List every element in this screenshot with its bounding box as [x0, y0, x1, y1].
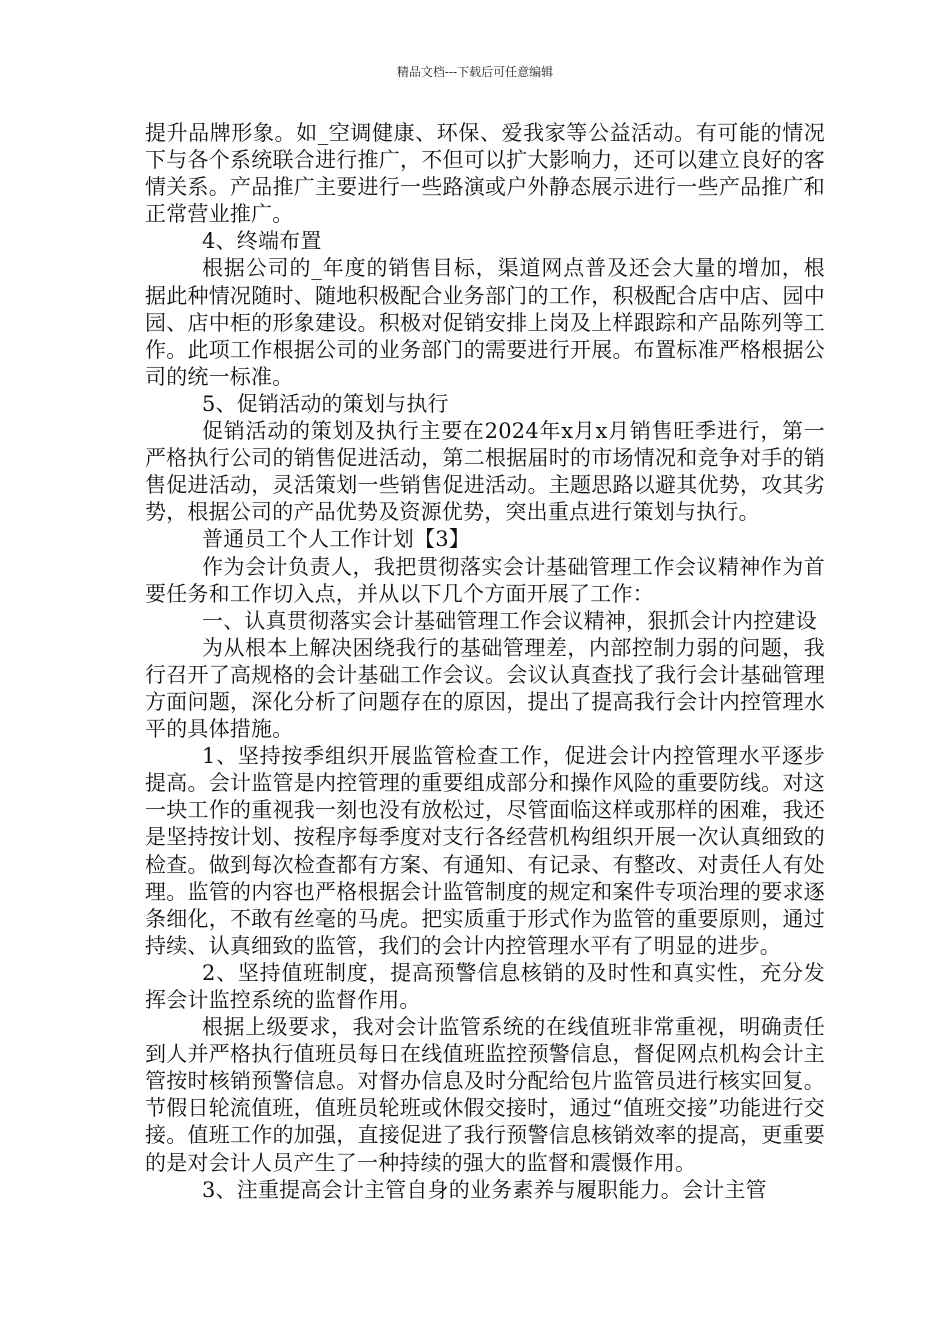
- section-title-plan-3: 普通员工个人工作计划【3】: [202, 527, 470, 552]
- paragraph-terminal-layout: 根据公司的_年度的销售目标，渠道网点普及还会大量的增加，根据此种情况随时、随地积极配合业务部门的工作，积极配合店中店、园中园、店中柜的形象建设。积极对促销安排上岗及上样跟踪和产品陈列等工作。此项工作根据公司的业务部门的需要进行开展。布置标准严格根据公司的统一标准。: [145, 256, 825, 389]
- paragraph-brand-promotion: 提升品牌形象。如_空调健康、环保、爱我家等公益活动。有可能的情况下与各个系统联合进行推广，不但可以扩大影响力，还可以建立良好的客情关系。产品推广主要进行一些路演或户外静态展示进行一些产品推广和正常营业推广。: [145, 121, 825, 227]
- paragraph-basic-management: 为从根本上解决困绕我行的基础管理差，内部控制力弱的问题，我行召开了高规格的会计基础工作会议。会议认真查找了我行会计基础管理方面问题，深化分析了问题存在的原因，提出了提高我行会计内控管理水平的具体措施。: [145, 635, 825, 742]
- heading-duty-system: 2、坚持值班制度，提高预警信息核销的及时性和真实性，充分发挥会计监控系统的监督作用。: [145, 960, 825, 1012]
- page-header: 精品文档---下载后可任意编辑: [396, 65, 554, 79]
- paragraph-accounting-intro: 作为会计负责人，我把贯彻落实会计基础管理工作会议精神作为首要任务和工作切入点，并从以下几个方面开展了工作：: [145, 554, 825, 606]
- paragraph-supervisor-capability: 3、注重提高会计主管自身的业务素养与履职能力。会计主管: [202, 1177, 767, 1202]
- paragraph-duty-system: 根据上级要求，我对会计监管系统的在线值班非常重视，明确责任到人并严格执行值班员每日在线值班监控预警信息，督促网点机构会计主管按时核销预警信息。对督办信息及时分配给包片监管员进行核实回复。节假日轮流值班，值班员轮班或休假交接时，通过“值班交接”功能进行交接。值班工作的加强，直接促进了我行预警信息核销效率的提高，更重要的是对会计人员产生了一种持续的强大的监督和震慑作用。: [145, 1015, 825, 1175]
- heading-promotion-planning: 5、促销活动的策划与执行: [202, 391, 449, 416]
- paragraph-quarterly-inspection: 1、坚持按季组织开展监管检查工作，促进会计内控管理水平逐步提高。会计监管是内控管理的重要组成部分和操作风险的重要防线。对这一块工作的重视我一刻也没有放松过，尽管面临这样或那样的困难，我还是坚持按计划、按程序每季度对支行各经营机构组织开展一次认真细致的检查。做到每次检查都有方案、有通知、有记录、有整改、对责任人有处理。监管的内容也严格根据会计监管制度的规定和案件专项治理的要求逐条细化，不敢有丝毫的马虎。把实质重于形式作为监管的重要原则，通过持续、认真细致的监管，我们的会计内控管理水平有了明显的进步。: [145, 744, 825, 958]
- document-body: [145, 120, 825, 1204]
- heading-internal-control: 一、认真贯彻落实会计基础管理工作会议精神，狠抓会计内控建设: [202, 608, 817, 633]
- heading-terminal-layout: 4、终端布置: [202, 229, 322, 254]
- paragraph-promotion-planning: 促销活动的策划及执行主要在2024年x月x月销售旺季进行，第一严格执行公司的销售促进活动，第二根据届时的市场情况和竞争对手的销售促进活动，灵活策划一些销售促进活动。主题思路以避其优势，攻其劣势，根据公司的产品优势及资源优势，突出重点进行策划与执行。: [145, 419, 825, 525]
